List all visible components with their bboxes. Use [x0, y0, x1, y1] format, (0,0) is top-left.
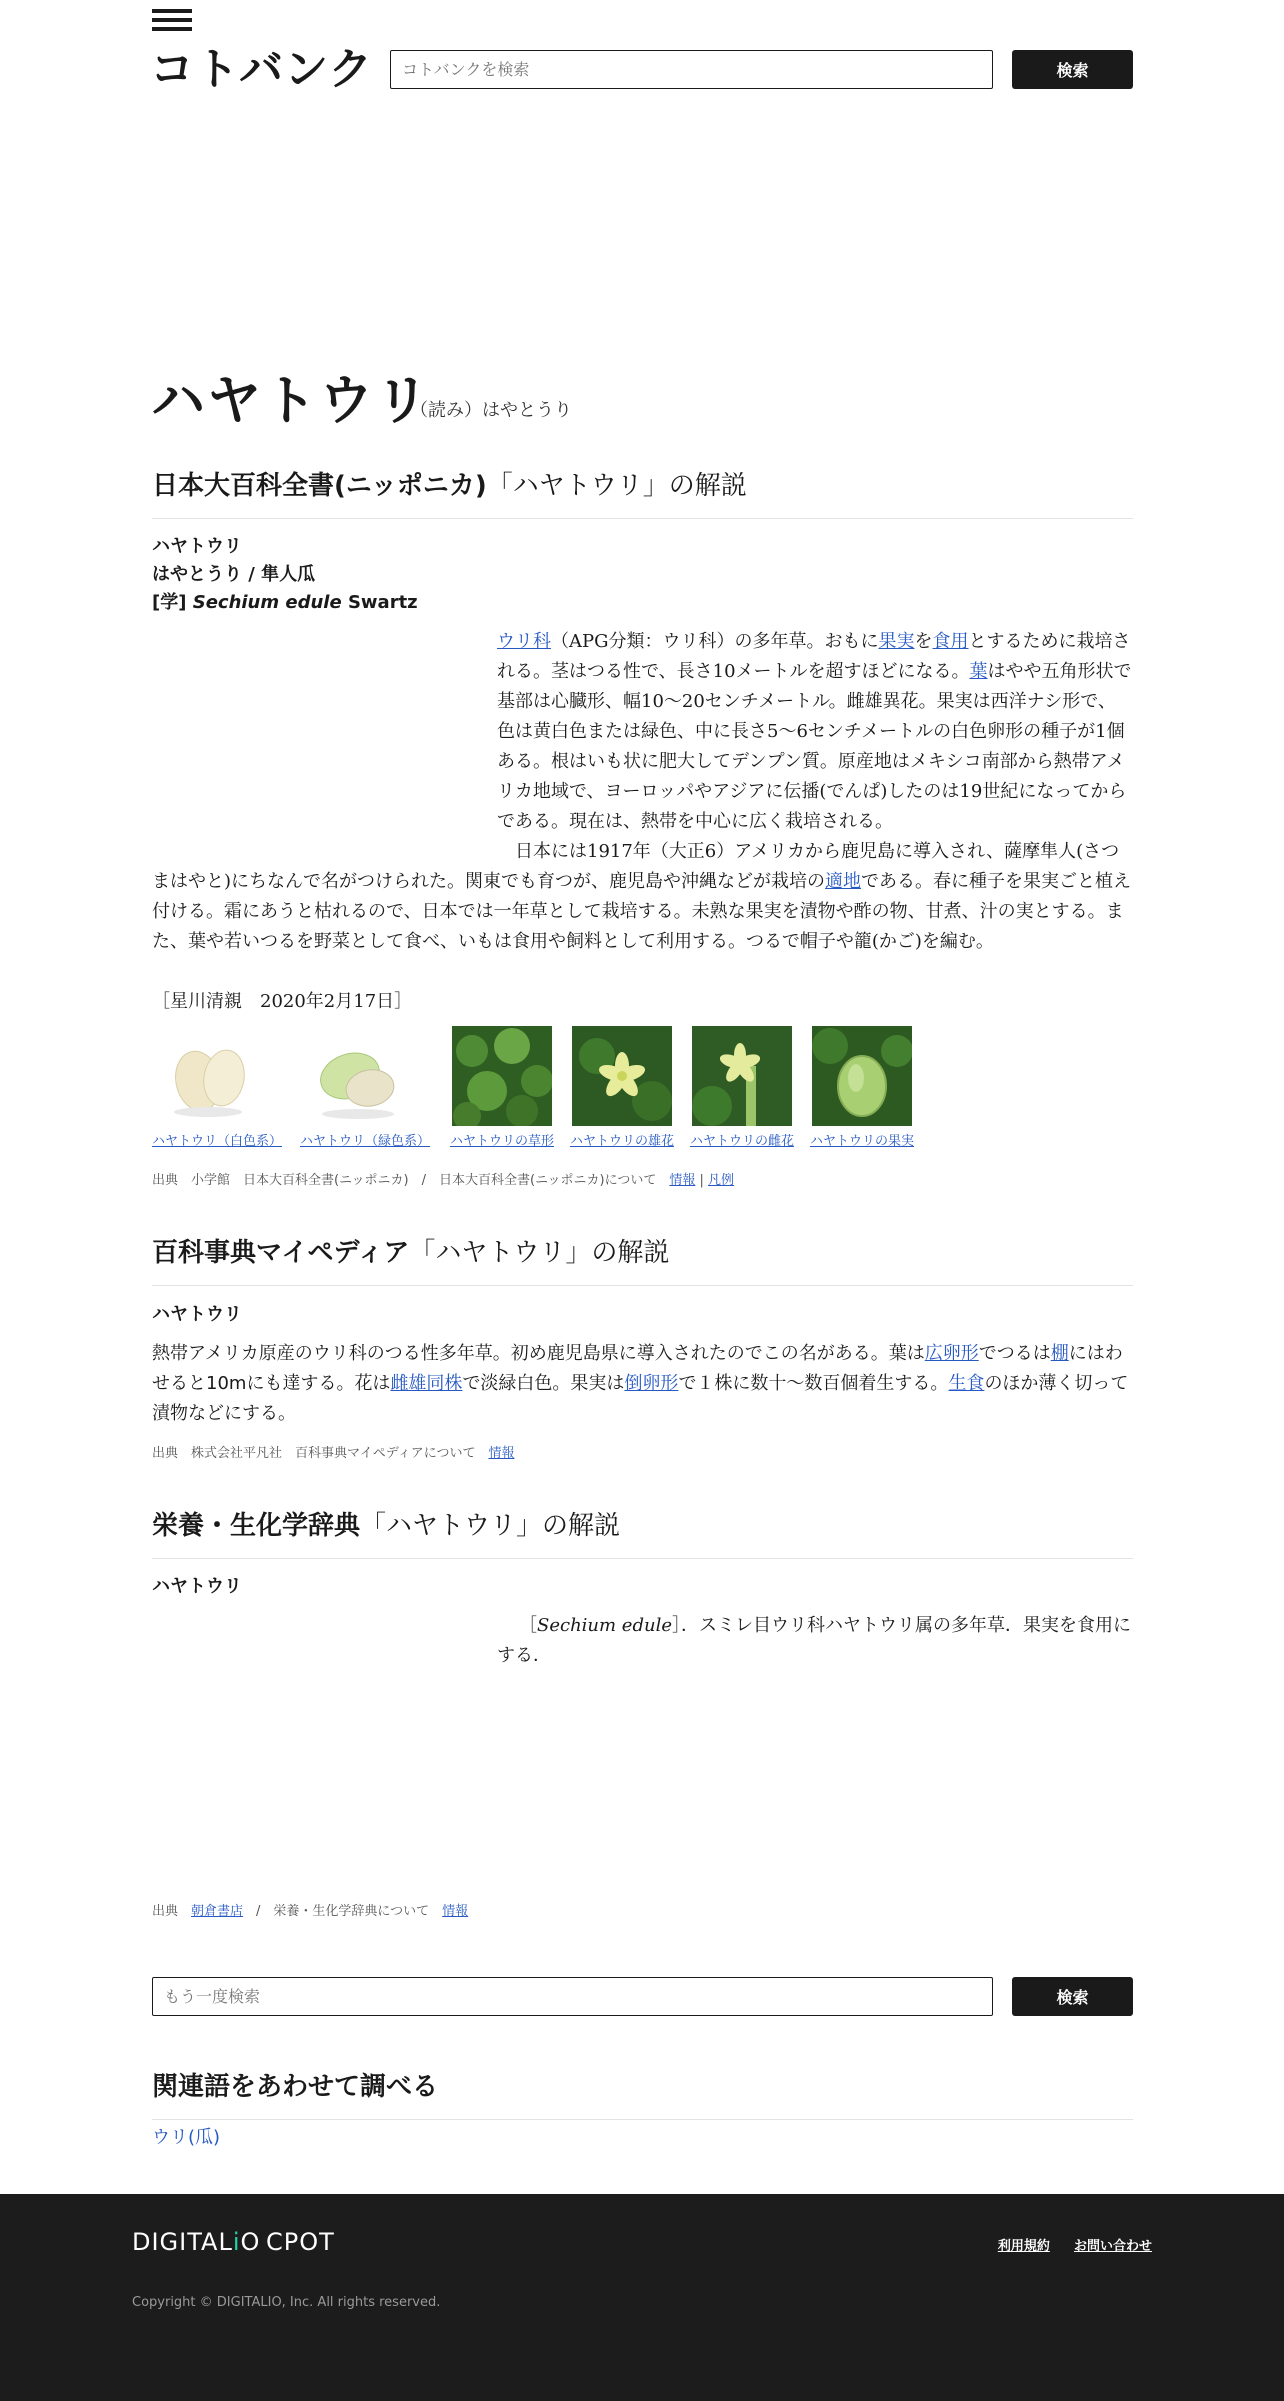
link-toranke[interactable]: 倒卵形 [624, 1373, 679, 1394]
thumb-caption[interactable]: ハヤトウリの果実 [809, 1134, 914, 1149]
link-urika[interactable]: ウリ科 [497, 631, 551, 652]
link-seishoku[interactable]: 生食 [948, 1373, 985, 1394]
text-run: である。春に種子を果実ごと植え付ける。霜にあうと枯れるので、日本では一年草として栽培する。未熟な果実を漬物や酢の物、甘煮、汁の実とする。また、葉や若いつるを野菜として食べ、いもは食用や飼料として利用する。つるで帽子や籠(かご)を編む。 [152, 871, 1132, 952]
white-chayote-photo-icon[interactable] [160, 1026, 260, 1126]
link-kajitsu[interactable]: 果実 [878, 631, 915, 652]
citation-publisher-link[interactable]: 朝倉書店 [191, 1904, 244, 1919]
text-run: 熱帯アメリカ原産のウリ科のつる性多年草。初め鹿児島県に導入されたのでこの名がある。葉は [152, 1343, 925, 1364]
related-link-uri[interactable]: ウリ(瓜) [152, 2127, 221, 2148]
nipponica-paragraph-2 [152, 837, 1133, 957]
nipponica-citation [152, 1171, 734, 1191]
thumb-male-flower[interactable] [564, 1026, 680, 1149]
sci-prefix: [学] [152, 592, 193, 613]
terms-link[interactable]: 利用規約 [997, 2239, 1050, 2254]
mypedia-heading [152, 1235, 1133, 1286]
text-run: （APG分類：ウリ科）の多年草。おもに [551, 631, 879, 652]
green-chayote-photo-icon[interactable] [308, 1026, 408, 1126]
thumb-green-chayote[interactable] [300, 1026, 431, 1149]
search-input[interactable] [390, 50, 993, 89]
cpot-logo[interactable]: CPOT [266, 2228, 335, 2256]
mypedia-citation [152, 1444, 514, 1464]
nipponica-kana: はやとうり / 隼人瓜 [152, 564, 316, 585]
mypedia-heading-rest: 「ハヤトウリ」の解説 [409, 1238, 670, 1268]
citation-info-link[interactable]: 情報 [488, 1446, 515, 1461]
sci-name: Sechium edule [192, 592, 342, 613]
link-kouranke[interactable]: 広卵形 [924, 1343, 979, 1364]
text-run: とするために栽培される。茎はつる性で、長さ10メートルを超すほどになる。 [497, 631, 1131, 682]
sci-author: Swartz [341, 592, 418, 613]
citation-info-link[interactable]: 情報 [669, 1173, 696, 1188]
thumb-fruit[interactable] [804, 1026, 920, 1149]
citation-legend-link[interactable]: 凡例 [708, 1173, 735, 1188]
nipponica-heading-rest: 「ハヤトウリ」の解説 [486, 471, 747, 501]
text-run: を [914, 631, 933, 652]
logo-text: DIGITAL [132, 2228, 233, 2256]
citation-info-link[interactable]: 情報 [442, 1904, 469, 1919]
mypedia-term: ハヤトウリ [152, 1304, 242, 1325]
search-again-input[interactable] [152, 1977, 993, 2016]
search-button[interactable]: 検索 [1012, 50, 1133, 89]
nipponica-paragraph-1 [497, 627, 1133, 837]
thumb-white-chayote[interactable] [152, 1026, 283, 1149]
nutrition-citation [152, 1902, 468, 1922]
fruit-photo-icon[interactable] [812, 1026, 912, 1126]
text-run: ］．スミレ目ウリ科ハヤトウリ属の多年草．果実を食用にする． [497, 1615, 1131, 1666]
footer-links [978, 2235, 1152, 2254]
text-run: でつるは [978, 1343, 1051, 1364]
thumb-caption[interactable]: ハヤトウリの雌花 [689, 1134, 794, 1149]
contact-link[interactable]: お問い合わせ [1073, 2239, 1152, 2254]
nutrition-paragraph [497, 1611, 1133, 1671]
nipponica-scientific-name [152, 589, 418, 617]
search-again-button[interactable]: 検索 [1012, 1977, 1133, 2016]
link-shiyuudoushu[interactable]: 雌雄同株 [390, 1373, 463, 1394]
nutrition-heading-source: 栄養・生化学辞典 [152, 1511, 361, 1541]
digitalio-logo[interactable] [132, 2228, 260, 2256]
reading-label: （読み）はやとうり [410, 400, 572, 421]
site-logo[interactable]: コトバンク [150, 44, 374, 95]
related-heading: 関連語をあわせて調べる [152, 2069, 1133, 2120]
hamburger-menu-icon[interactable] [152, 9, 192, 31]
nipponica-author: ［星川清親 2020年2月17日］ [152, 991, 413, 1012]
page-title: ハヤトウリ [151, 369, 431, 432]
citation-text: 出典 小学館 日本大百科全書(ニッポニカ) / 日本大百科全書(ニッポニカ)について [152, 1173, 670, 1188]
text-run: で淡緑白色。果実は [462, 1373, 625, 1394]
link-tekichi[interactable]: 適地 [825, 871, 862, 892]
thumb-caption[interactable]: ハヤトウリ（白色系） [152, 1134, 283, 1149]
thumb-caption[interactable]: ハヤトウリ（緑色系） [300, 1134, 431, 1149]
text-run: のほか薄く切って漬物などにする。 [152, 1373, 1129, 1424]
nutrition-heading [152, 1508, 1133, 1559]
thumb-caption[interactable]: ハヤトウリの草形 [449, 1134, 554, 1149]
link-shokuyo[interactable]: 食用 [932, 631, 969, 652]
nutrition-term: ハヤトウリ [152, 1576, 242, 1597]
text-run: 日本には1917年（大正6）アメリカから鹿児島に導入され、薩摩隼人(さつまはやと)にちなんで名がつけられた。関東でも育つが、鹿児島や沖縄などが栽培の [152, 841, 1120, 892]
mypedia-heading-source: 百科事典マイペディア [152, 1238, 410, 1268]
link-tana[interactable]: 棚 [1050, 1343, 1069, 1364]
female-flower-photo-icon[interactable] [692, 1026, 792, 1126]
citation-text: 出典 株式会社平凡社 百科事典マイペディアについて [152, 1446, 489, 1461]
citation-text: 出典 [152, 1904, 192, 1919]
text-run: ［ [519, 1615, 537, 1636]
thumb-vine[interactable] [444, 1026, 560, 1149]
nutrition-heading-rest: 「ハヤトウリ」の解説 [360, 1511, 621, 1541]
nipponica-heading-source: 日本大百科全書(ニッポニカ) [152, 471, 487, 501]
citation-separator: | [695, 1173, 709, 1188]
nipponica-heading [152, 468, 1133, 519]
thumb-caption[interactable]: ハヤトウリの雄花 [569, 1134, 674, 1149]
site-footer [0, 2194, 1284, 2401]
nutrition-sci-name: Sechium edule [537, 1615, 672, 1636]
citation-text: / 栄養・生化学辞典について [243, 1904, 443, 1919]
logo-accent: i [232, 2228, 241, 2256]
link-ha[interactable]: 葉 [969, 661, 988, 682]
vine-photo-icon[interactable] [452, 1026, 552, 1126]
mypedia-paragraph [152, 1339, 1133, 1429]
nipponica-term: ハヤトウリ [152, 536, 242, 557]
logo-text: O [240, 2228, 261, 2256]
male-flower-photo-icon[interactable] [572, 1026, 672, 1126]
copyright-text: Copyright © DIGITALIO, Inc. All rights reserved. [132, 2295, 441, 2310]
text-run: で１株に数十〜数百個着生する。 [678, 1373, 949, 1394]
text-run: はやや五角形状で基部は心臓形、幅10～20センチメートル。雌雄異花。果実は西洋ナシ形で、色は黄白色または緑色、中に長さ5～6センチメートルの白色卵形の種子が1個ある。根はいも状に肥大してデンプン質。原産地はメキシコ南部から熱帯アメリカ地域で、ヨーロッパやアジアに伝播(でんぱ)したのは19世紀になってからである。現在は、熱帯を中心に広く栽培される。 [497, 661, 1132, 832]
text-run: にはわせると10mにも達する。花は [152, 1343, 1123, 1394]
thumb-female-flower[interactable] [684, 1026, 800, 1149]
